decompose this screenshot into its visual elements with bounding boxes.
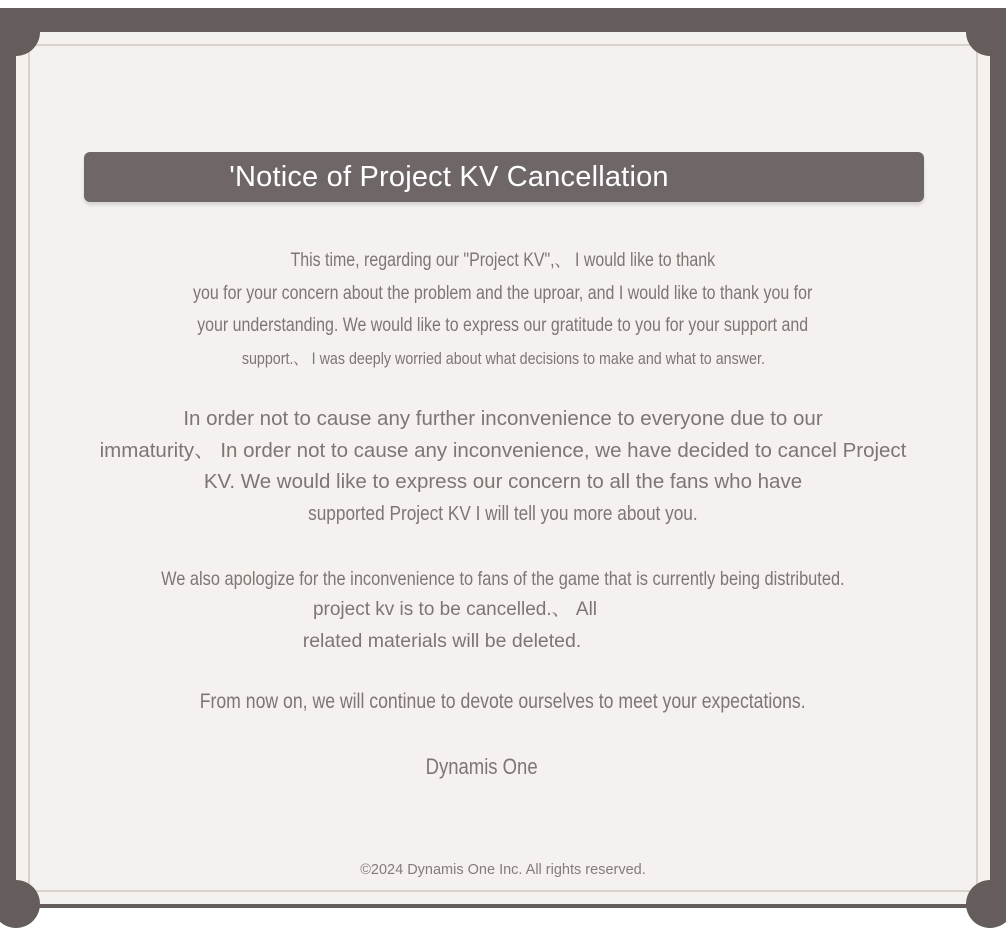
- corner-ornament: [0, 8, 40, 56]
- paragraph-line: project kv is to be cancelled.、 All: [312, 599, 598, 620]
- paragraph-apology: [16, 564, 990, 657]
- title-banner: [84, 152, 924, 202]
- signature: [16, 754, 990, 780]
- closing-line: From now on, we will continue to devote ourselves to meet your expectations.: [200, 690, 806, 713]
- paragraph-line: related materials will be deleted.: [302, 630, 582, 652]
- paragraph-line: support.、 I was deeply worried about what decisions to make and what to answer.: [241, 348, 765, 368]
- paragraph-closing: [16, 690, 990, 714]
- corner-ornament: [0, 880, 40, 928]
- paragraph-line: KV. We would like to express our concern to all the fans who have: [203, 470, 803, 493]
- paragraph-line: you for your concern about the problem and the uproar, and I would like to thank you for: [193, 282, 813, 304]
- corner-ornament: [966, 8, 1006, 56]
- paragraph-line: We also apologize for the inconvenience to fans of the game that is currently being distributed.: [161, 568, 845, 590]
- paragraph-thanks: [16, 245, 990, 375]
- paragraph-line: your understanding. We would like to express our gratitude to you for your support and: [197, 315, 809, 336]
- paragraph-line: This time, regarding our "Project KV",、 I would like to thank: [290, 250, 716, 271]
- paragraph-line: supported Project KV I will tell you more about you.: [308, 501, 698, 525]
- copyright-notice: ©2024 Dynamis One Inc. All rights reserved.: [360, 862, 646, 878]
- signature-text: Dynamis One: [426, 754, 538, 779]
- notice-title: 'Notice of Project KV Cancellation: [229, 160, 669, 193]
- page-frame: [0, 8, 1006, 908]
- notice-card: [16, 32, 990, 904]
- paragraph-line: In order not to cause any further inconvenience to everyone due to our: [183, 407, 823, 430]
- paragraph-cancellation: [16, 403, 990, 529]
- paragraph-line: immaturity、 In order not to cause any inconvenience, we have decided to cancel Project: [99, 438, 907, 462]
- corner-ornament: [966, 880, 1006, 928]
